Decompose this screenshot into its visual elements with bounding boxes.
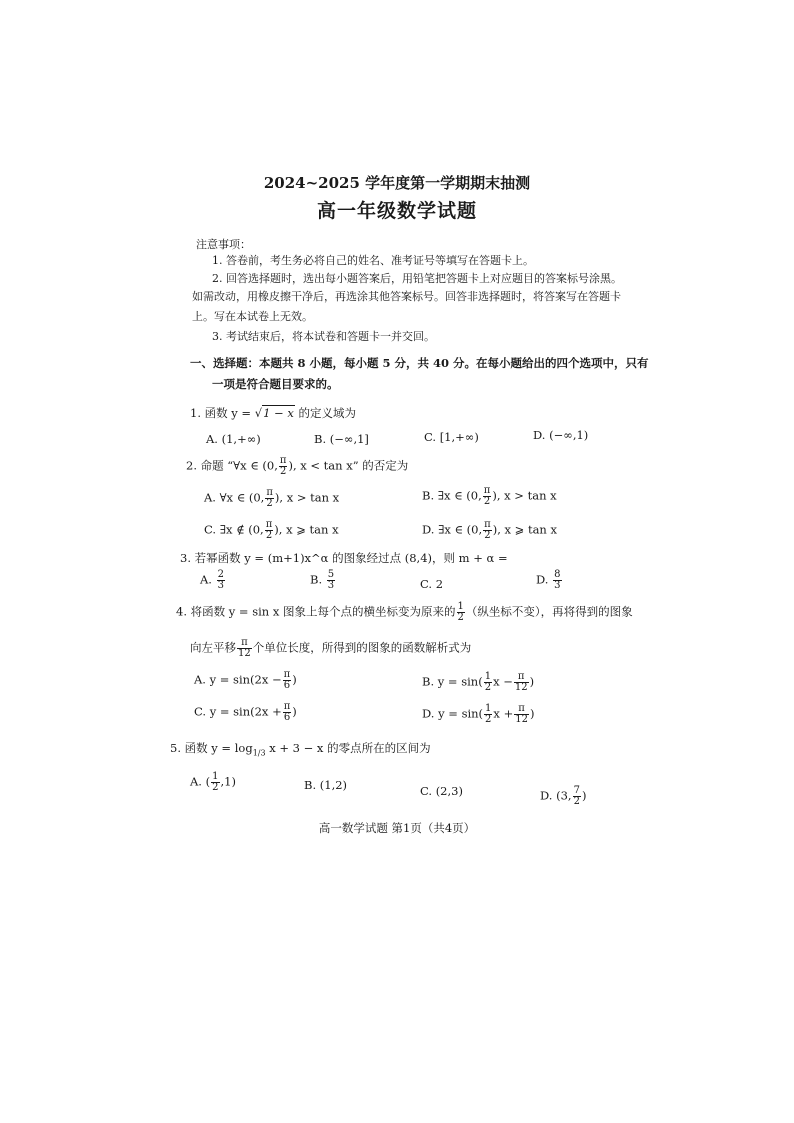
q5-option-a: A. ( $\frac{1}{2}$ ,1) bbox=[190, 771, 236, 793]
q5-option-c: C. (2,3) bbox=[420, 784, 463, 798]
question-1-stem bbox=[190, 405, 356, 421]
q2-option-d: D. ∃x ∈ (0, $\frac{\pi}{2}$ ), x ⩾ tan x bbox=[422, 519, 557, 541]
q1-radicand: 1 − x bbox=[263, 406, 294, 420]
q2-option-b: B. ∃x ∈ (0, $\frac{\pi}{2}$ ), x > tan x bbox=[422, 485, 557, 507]
exam-subject-title: 高一年级数学试题 bbox=[316, 200, 477, 222]
q2-stem-prefix: 2. 命题 “∀x ∈ (0, bbox=[186, 458, 278, 473]
question-4-stem-line-1: 4. 将函数 y = sin x 图象上每个点的横坐标变为原来的 $\frac{1}{2}$ （纵坐标不变），再将得到的图象 bbox=[176, 601, 633, 623]
page-footer: 高一数学试题 第1页（共4页） bbox=[318, 821, 476, 835]
q1-option-d: D. (−∞,1) bbox=[533, 428, 589, 442]
pi-over-2-fraction: $\frac{\pi}{2}$ bbox=[279, 455, 287, 477]
q4-option-d: D. y = sin( $\frac{1}{2}$ x + $\frac{\pi}{12}$ ) bbox=[422, 703, 535, 725]
exam-term-title: 2024~2025 学年度第一学期期末抽测 bbox=[263, 174, 531, 192]
q1-option-b: B. (−∞,1] bbox=[314, 432, 369, 446]
q1-option-c: C. [1,+∞) bbox=[424, 430, 479, 444]
q3-option-a: A. $\frac{2}{3}$ bbox=[200, 569, 224, 591]
notice-item-3: 3. 考试结束后，将本试卷和答题卡一并交回。 bbox=[212, 330, 435, 343]
q2-option-c: C. ∃x ∉ (0, $\frac{\pi}{2}$ ), x ⩾ tan x bbox=[204, 519, 339, 541]
section-1-instructions: 一、选择题：本题共 8 小题，每小题 5 分，共 40 分。在每小题给出的四个选项中，只有 bbox=[190, 356, 649, 370]
q2-stem-suffix: ), x < tan x” 的否定为 bbox=[288, 458, 409, 473]
question-4-stem-line-2: 向左平移 $\frac{\pi}{12}$ 个单位长度，所得到的图象的函数解析式为 bbox=[190, 637, 472, 659]
q5-option-b: B. (1,2) bbox=[304, 778, 348, 792]
q3-option-d: D. $\frac{8}{3}$ bbox=[536, 569, 561, 591]
question-2-stem bbox=[186, 456, 408, 477]
q4-option-a: A. y = sin(2x − $\frac{\pi}{6}$ ) bbox=[194, 669, 297, 691]
q3-option-c: C. 2 bbox=[420, 577, 444, 591]
q1-stem-suffix: 的定义域为 bbox=[294, 406, 356, 420]
notice-item-2-end: 上。写在本试卷上无效。 bbox=[192, 310, 313, 323]
q4-option-c: C. y = sin(2x + $\frac{\pi}{6}$ ) bbox=[194, 701, 297, 723]
q2-option-a: A. ∀x ∈ (0, $\frac{\pi}{2}$ ), x > tan x bbox=[204, 487, 340, 509]
notice-item-1: 1. 答卷前，考生务必将自己的姓名、准考证号等填写在答题卡上。 bbox=[212, 254, 534, 267]
q5-option-d: D. (3, $\frac{7}{2}$ ) bbox=[540, 785, 587, 807]
question-5-stem: 5. 函数 $y = \log_{1/3} x + 3 - x$ 的零点所在的区间为 bbox=[170, 741, 431, 758]
q4-option-b: B. y = sin( $\frac{1}{2}$ x − $\frac{\pi}{12}$ ) bbox=[422, 671, 535, 693]
q1-option-a: A. (1,+∞) bbox=[206, 432, 261, 446]
notice-heading: 注意事项： bbox=[196, 238, 251, 251]
sqrt-sign-icon: √ bbox=[254, 406, 263, 420]
q1-stem-prefix: 1. 函数 y = bbox=[190, 406, 255, 420]
notice-item-2: 2. 回答选择题时，选出每小题答案后，用铅笔把答题卡上对应题目的答案标号涂黑。 bbox=[212, 272, 622, 285]
question-3-stem: 3. 若幂函数 y = (m+1)x^α 的图象经过点 (8,4)，则 m + α = bbox=[180, 551, 508, 565]
notice-item-2-cont: 如需改动，用橡皮擦干净后，再选涂其他答案标号。回答非选择题时，将答案写在答题卡 bbox=[192, 290, 621, 303]
q3-option-b: B. $\frac{5}{3}$ bbox=[310, 569, 335, 591]
log-base: 1/3 bbox=[252, 748, 266, 758]
section-1-instructions-cont: 一项是符合题目要求的。 bbox=[212, 377, 339, 391]
